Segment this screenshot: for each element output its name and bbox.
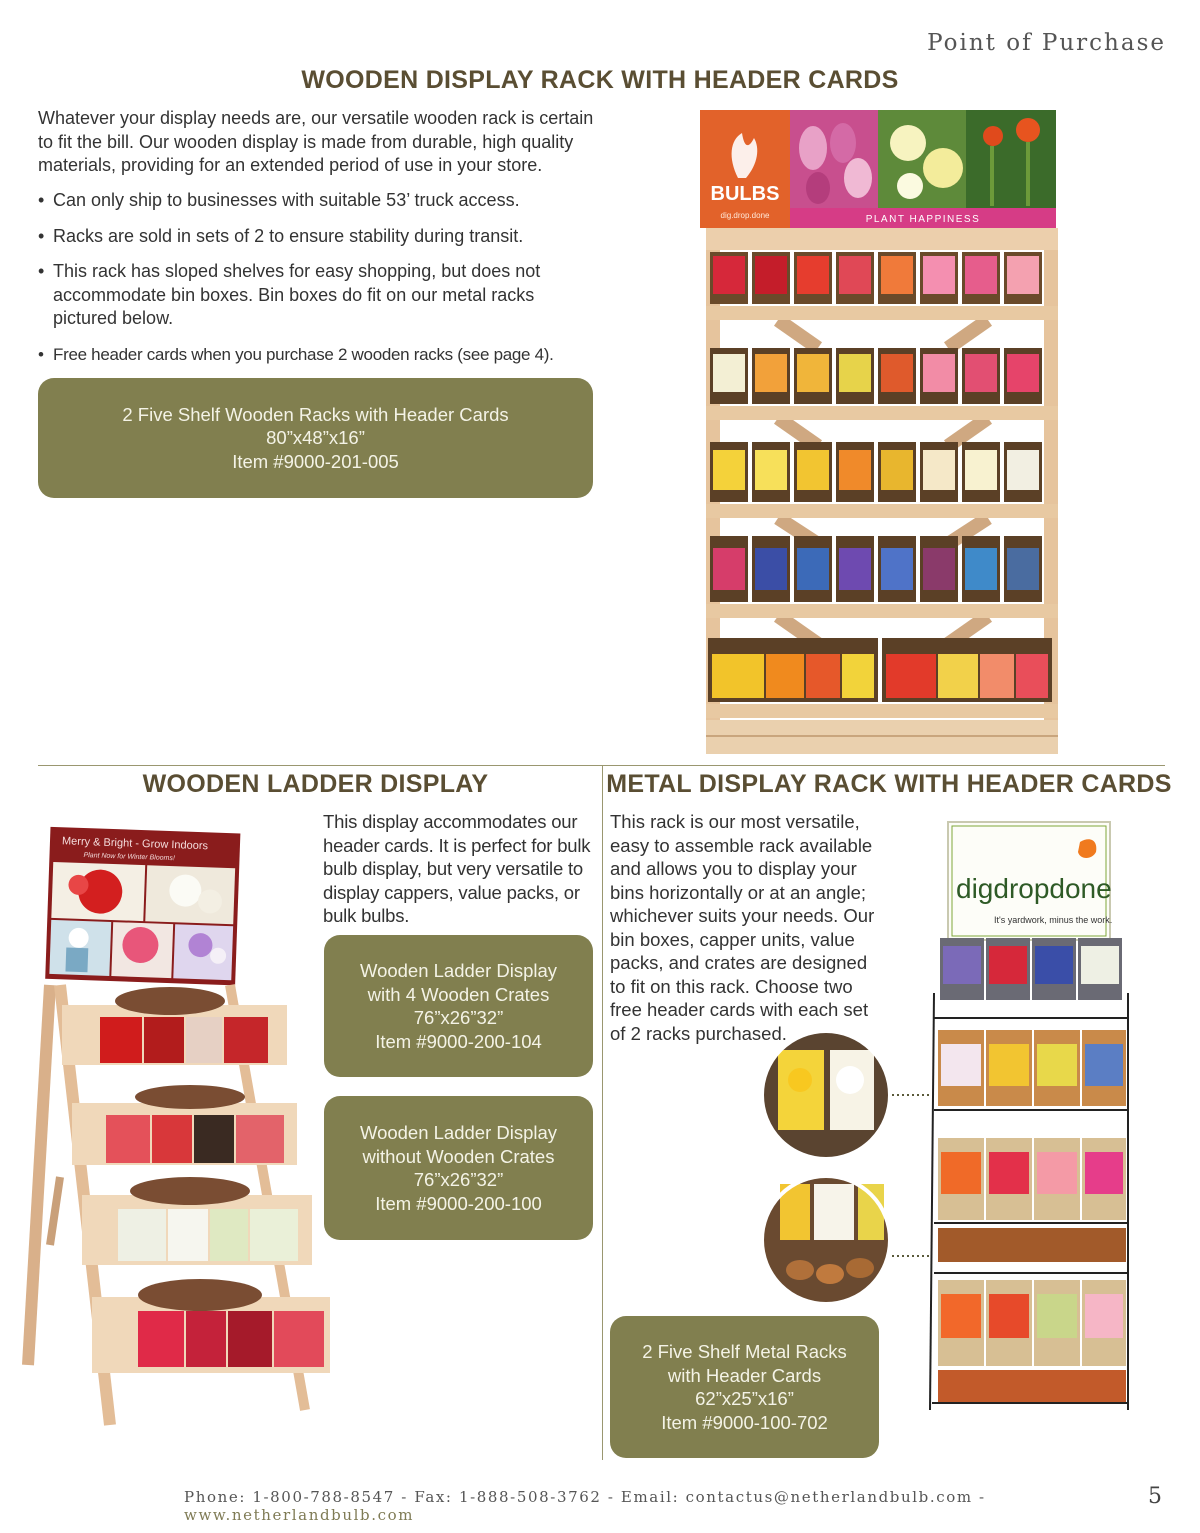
footer-contact: [184, 1488, 1200, 1524]
product-line2: without Wooden Crates: [362, 1145, 555, 1167]
ladder-title: WOODEN LADDER DISPLAY: [142, 770, 489, 798]
zoom-circle-daffodils: [762, 1031, 890, 1159]
bulbs-logo-subtext: dig.drop.done: [720, 211, 770, 220]
wooden-rack-intro: Whatever your display needs are, our versatile wooden rack is certain to fit the bill. Our wooden display is made from durable, high quality materials, providing for an extended period of use in your store.: [38, 108, 594, 175]
digdropdone-tagline: It's yardwork, minus the work.: [994, 915, 1113, 925]
tulip-icon: [1078, 839, 1096, 858]
ladder-header-line1: Merry & Bright - Grow Indoors: [61, 835, 209, 853]
product-line1: Wooden Ladder Display: [359, 960, 558, 981]
product-line2: with Header Cards: [667, 1364, 822, 1386]
product-line2: with 4 Wooden Crates: [367, 983, 550, 1005]
bulbs-logo-text: BULBS: [710, 183, 780, 205]
crate-2: [72, 1085, 297, 1165]
bullet-sets-of-two: • Racks are sold in sets of 2 to ensure stability during transit.: [38, 225, 603, 249]
product-size: 62”x25”x16”: [695, 1388, 794, 1409]
section-label: Point of Purchase: [927, 30, 1166, 56]
shelf-row-bulbs-blue: [710, 536, 1042, 602]
metal-rack-top-bins: [940, 938, 1122, 1000]
crate-1: [62, 987, 287, 1065]
metal-rack-description: This rack is our most versatile, easy to assemble rack available and allows you to display your bins horizontally or at an angle; whichever suits your needs. Our bin boxes, capper units, value packs, and crates are designed to fit on this rack. Choose two free header cards with each set of 2 racks purchased.: [610, 811, 875, 1044]
ladder-header-line2: Plant Now for Winter Blooms!: [83, 852, 175, 863]
product-item-number: Item #9000-201-005: [232, 450, 399, 472]
metal-rack-shelf-3: [938, 1138, 1126, 1262]
metal-rack-photo: [760, 818, 1135, 1418]
product-size: 76”x26”32”: [413, 1007, 504, 1028]
metal-rack-shelf-4: [938, 1280, 1126, 1402]
digdropdone-logo: digdropdone: [956, 873, 1112, 904]
product-size: 80”x48”x16”: [266, 427, 365, 449]
metal-rack-shelf-2: [938, 1030, 1126, 1106]
footer-website-link[interactable]: www.netherlandbulb.com: [184, 1506, 415, 1524]
shelf-row-bulk-bins: [708, 638, 1052, 702]
footer-contact-text: Phone: 1-800-788-8547 - Fax: 1-888-508-3762 - Email: contactus@netherlandbulb.com -: [184, 1488, 986, 1506]
bullet-free-header-cards: • Free header cards when you purchase 2 wooden racks (see page 4).: [38, 343, 603, 367]
crate-3: [82, 1177, 312, 1265]
page-number: 5: [1148, 1484, 1162, 1509]
product-item-number: Item #9000-100-702: [661, 1411, 828, 1433]
shelf-row-tulips: [710, 252, 1042, 304]
ladder-display-photo: [20, 825, 335, 1435]
zoom-circle-bulbs: [762, 1176, 890, 1304]
product-name: 2 Five Shelf Wooden Racks with Header Cards: [122, 403, 509, 425]
column-divider: [602, 766, 603, 1460]
product-line1: Wooden Ladder Display: [359, 1122, 558, 1143]
ladder-product-box-with-crates: [324, 935, 593, 1077]
crate-4: [92, 1279, 330, 1373]
shelf-row-mixed: [710, 348, 1042, 404]
product-line1: 2 Five Shelf Metal Racks: [642, 1341, 847, 1362]
metal-rack-title: METAL DISPLAY RACK WITH HEADER CARDS: [606, 770, 1172, 798]
wooden-rack-bullets: [38, 189, 603, 378]
wooden-rack-photo: [698, 108, 1068, 756]
product-size: 76”x26”32”: [413, 1169, 504, 1190]
product-item-number: Item #9000-200-100: [375, 1192, 542, 1214]
plant-happiness-text: PLANT HAPPINESS: [865, 214, 981, 225]
bullet-sloped-shelves: • This rack has sloped shelves for easy shopping, but does not accommodate bin boxes. Bin boxes do fit on our metal racks pictured below.: [38, 260, 603, 331]
shelf-row-daffodils: [710, 442, 1042, 502]
wooden-rack-product-box: [38, 378, 593, 498]
product-item-number: Item #9000-200-104: [375, 1030, 542, 1052]
ladder-product-box-without-crates: [324, 1096, 593, 1240]
wooden-rack-title: WOODEN DISPLAY RACK WITH HEADER CARDS: [301, 66, 899, 94]
ladder-description: This display accommodates our header cards. It is perfect for bulk bulb display, but very versatile to display cappers, value packs, or bulk bulbs.: [323, 811, 591, 926]
bullet-truck-access: • Can only ship to businesses with suitable 53’ truck access.: [38, 189, 603, 213]
